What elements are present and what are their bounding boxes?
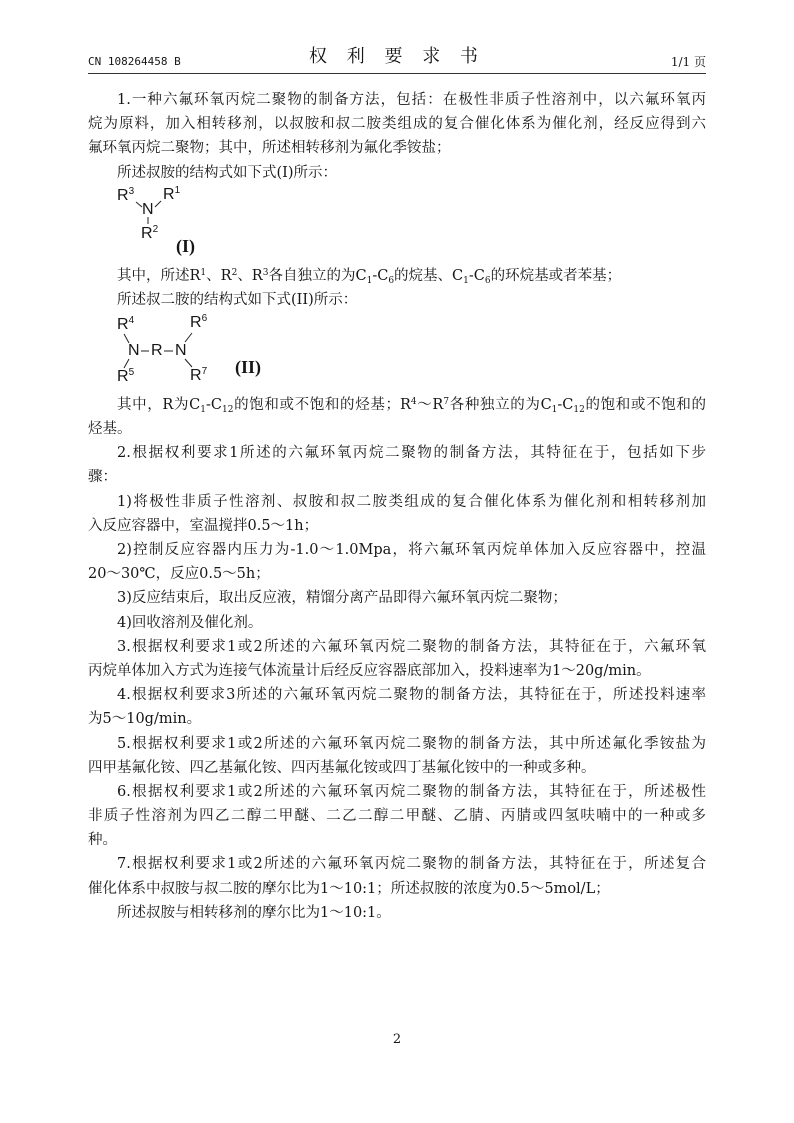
subscript: 1 — [200, 404, 206, 415]
formula-2-label: (II) — [235, 357, 261, 378]
step-2-line-1: 2)控制反应容器内压力为-1.0～1.0Mpa，将六氟环氧丙烷单体加入反应容器中，控温 — [117, 542, 706, 559]
superscript: 4 — [410, 396, 417, 407]
text-segment: 、R — [237, 267, 263, 284]
bridge-group-r: R — [151, 342, 163, 360]
step-4: 4)回收溶剂及催化剂。 — [117, 614, 263, 631]
atom-index: 7 — [201, 366, 208, 378]
header-divider — [88, 73, 706, 74]
formula-2-definition-line-2: 烃基。 — [88, 421, 132, 438]
claim-6-line-1: 6.根据权利要求1或2所述的六氟环氧丙烷二聚物的制备方法，其特征在于，所述极性 — [117, 783, 706, 800]
atom-index: 5 — [128, 367, 135, 379]
substituent-r5 — [117, 369, 134, 385]
atom-index: 1 — [174, 184, 181, 196]
atom-index: 4 — [128, 315, 135, 327]
claim-7-line-1: 7.根据权利要求1或2所述的六氟环氧丙烷二聚物的制备方法，其特征在于，所述复合 — [117, 856, 706, 873]
atom-index: 3 — [128, 185, 135, 197]
atom-index: 6 — [201, 313, 208, 325]
nitrogen-atom-left: N — [128, 342, 140, 360]
subscript: 6 — [484, 275, 491, 286]
claim-7-line-2: 催化体系中叔胺与叔二胺的摩尔比为1～10:1；所述叔胺的浓度为0.5～5mol/L； — [88, 880, 610, 897]
text-segment: 其中，所述R — [117, 267, 201, 284]
claim-5-line-2: 四甲基氟化铵、四乙基氟化铵、四丙基氟化铵或四丁基氟化铵中的一种或多种。 — [88, 759, 596, 776]
subscript: 12 — [221, 404, 234, 415]
subscript: 1 — [366, 275, 373, 286]
claim-3-line-2: 丙烷单体加入方式为连接气体流量计后经反应容器底部加入，投料速率为1～20g/min。 — [88, 662, 651, 679]
nitrogen-atom-right: N — [175, 342, 187, 360]
text-segment: -C — [557, 396, 574, 413]
claim-4-line-1: 4.根据权利要求3所述的六氟环氧丙烷二聚物的制备方法，其特征在于，所述投料速率 — [117, 687, 706, 704]
subscript: 1 — [551, 404, 558, 415]
text-segment: ～R — [416, 396, 444, 413]
claims-body — [88, 88, 706, 925]
claim-6-line-3: 种。 — [88, 832, 117, 849]
bond-n-r1 — [155, 201, 161, 207]
text-segment: 各自独立的为C — [268, 267, 367, 284]
text-segment: -C — [468, 267, 485, 284]
text-segment: 的饱和或不饱和的 — [584, 396, 706, 413]
atom-symbol: R — [117, 368, 129, 386]
formula-2-definition-line-1 — [88, 393, 706, 417]
substituent-r3 — [117, 185, 135, 204]
formula-1-intro: 所述叔胺的结构式如下式(I)所示： — [117, 164, 338, 181]
superscript: 2 — [231, 267, 238, 278]
substituent-r6 — [190, 315, 207, 331]
text-segment: 各种独立的为C — [449, 396, 552, 413]
claim-1-line-1: 1.一种六氟环氧丙烷二聚物的制备方法，包括：在极性非质子性溶剂中，以六氟环氧丙 — [117, 92, 706, 108]
step-2-line-2: 20～30℃，反应0.5～5h； — [88, 566, 270, 583]
formula-2-intro: 所述叔二胺的结构式如下式(II)所示： — [117, 292, 358, 309]
atom-index: 2 — [152, 223, 159, 235]
claim-3-line-1: 3.根据权利要求1或2所述的六氟环氧丙烷二聚物的制备方法，其特征在于，六氟环氧 — [117, 638, 706, 655]
page-number: 2 — [392, 1032, 402, 1047]
claim-4-line-2: 为5～10g/min。 — [88, 711, 202, 728]
subscript: 6 — [388, 275, 395, 286]
formula-1-structure — [88, 185, 706, 264]
superscript: 3 — [262, 267, 269, 278]
atom-symbol: R — [190, 367, 202, 385]
claim-2-line-2: 骤： — [88, 469, 117, 486]
text-segment: 的环烷基或者苯基； — [490, 267, 622, 284]
claim-1-line-2: 烷为原料，加入相转移剂，以叔胺和叔二胺类组成的复合催化体系为催化剂，经反应得到六 — [88, 116, 706, 133]
page-title: 权 利 要 求 书 — [309, 46, 485, 67]
text-segment: 的烷基、C — [394, 267, 464, 284]
claim-6-line-2: 非质子性溶剂为四乙二醇二甲醚、二乙二醇二甲醚、乙腈、丙腈或四氢呋喃中的一种或多 — [88, 808, 706, 825]
page-indicator: 1/1 页 — [670, 55, 706, 69]
text-segment: 、R — [206, 267, 232, 284]
step-3: 3)反应结束后，取出反应液，精馏分离产品即得六氟环氧丙烷二聚物； — [117, 590, 567, 607]
bond-r6-n — [185, 333, 192, 342]
substituent-r7 — [190, 368, 207, 384]
step-1-line-1: 1)将极性非质子性溶剂、叔胺和叔二胺类组成的复合催化体系为催化剂和相转移剂加 — [117, 493, 706, 510]
text-segment: -C — [372, 267, 389, 284]
atom-symbol: R — [117, 316, 129, 334]
formula-1-definition — [88, 264, 706, 288]
subscript: 12 — [573, 404, 585, 415]
atom-symbol: R — [117, 186, 129, 204]
substituent-r1 — [163, 184, 181, 203]
atom-symbol: R — [141, 224, 153, 242]
subscript: 1 — [463, 275, 469, 286]
superscript: 1 — [200, 267, 207, 278]
substituent-r4 — [117, 317, 134, 333]
atom-symbol: R — [190, 314, 202, 332]
claim-2-line-1: 2.根据权利要求1所述的六氟环氧丙烷二聚物的制备方法，其特征在于，包括如下步 — [117, 445, 706, 462]
nitrogen-atom: N — [142, 200, 154, 218]
formula-2-structure — [88, 312, 706, 393]
text-segment: 其中，R为C — [117, 396, 201, 413]
text-segment: 的饱和或不饱和的烃基；R — [233, 396, 411, 413]
claim-5-line-1: 5.根据权利要求1或2所述的六氟环氧丙烷二聚物的制备方法，其中所述氟化季铵盐为 — [117, 735, 706, 752]
formula-1-label: (I) — [176, 235, 195, 256]
substituent-r2 — [141, 223, 159, 242]
superscript: 7 — [443, 396, 450, 407]
text-segment: -C — [205, 396, 222, 413]
claim-1-line-3: 氟环氧丙烷二聚物；其中，所述相转移剂为氟化季铵盐； — [88, 140, 451, 157]
step-1-line-2: 入反应容器中，室温搅拌0.5～1h； — [88, 517, 319, 534]
publication-number: CN 108264458 B — [88, 55, 181, 68]
atom-symbol: R — [163, 185, 175, 203]
claim-7-line-3: 所述叔胺与相转移剂的摩尔比为1～10:1。 — [117, 904, 391, 921]
